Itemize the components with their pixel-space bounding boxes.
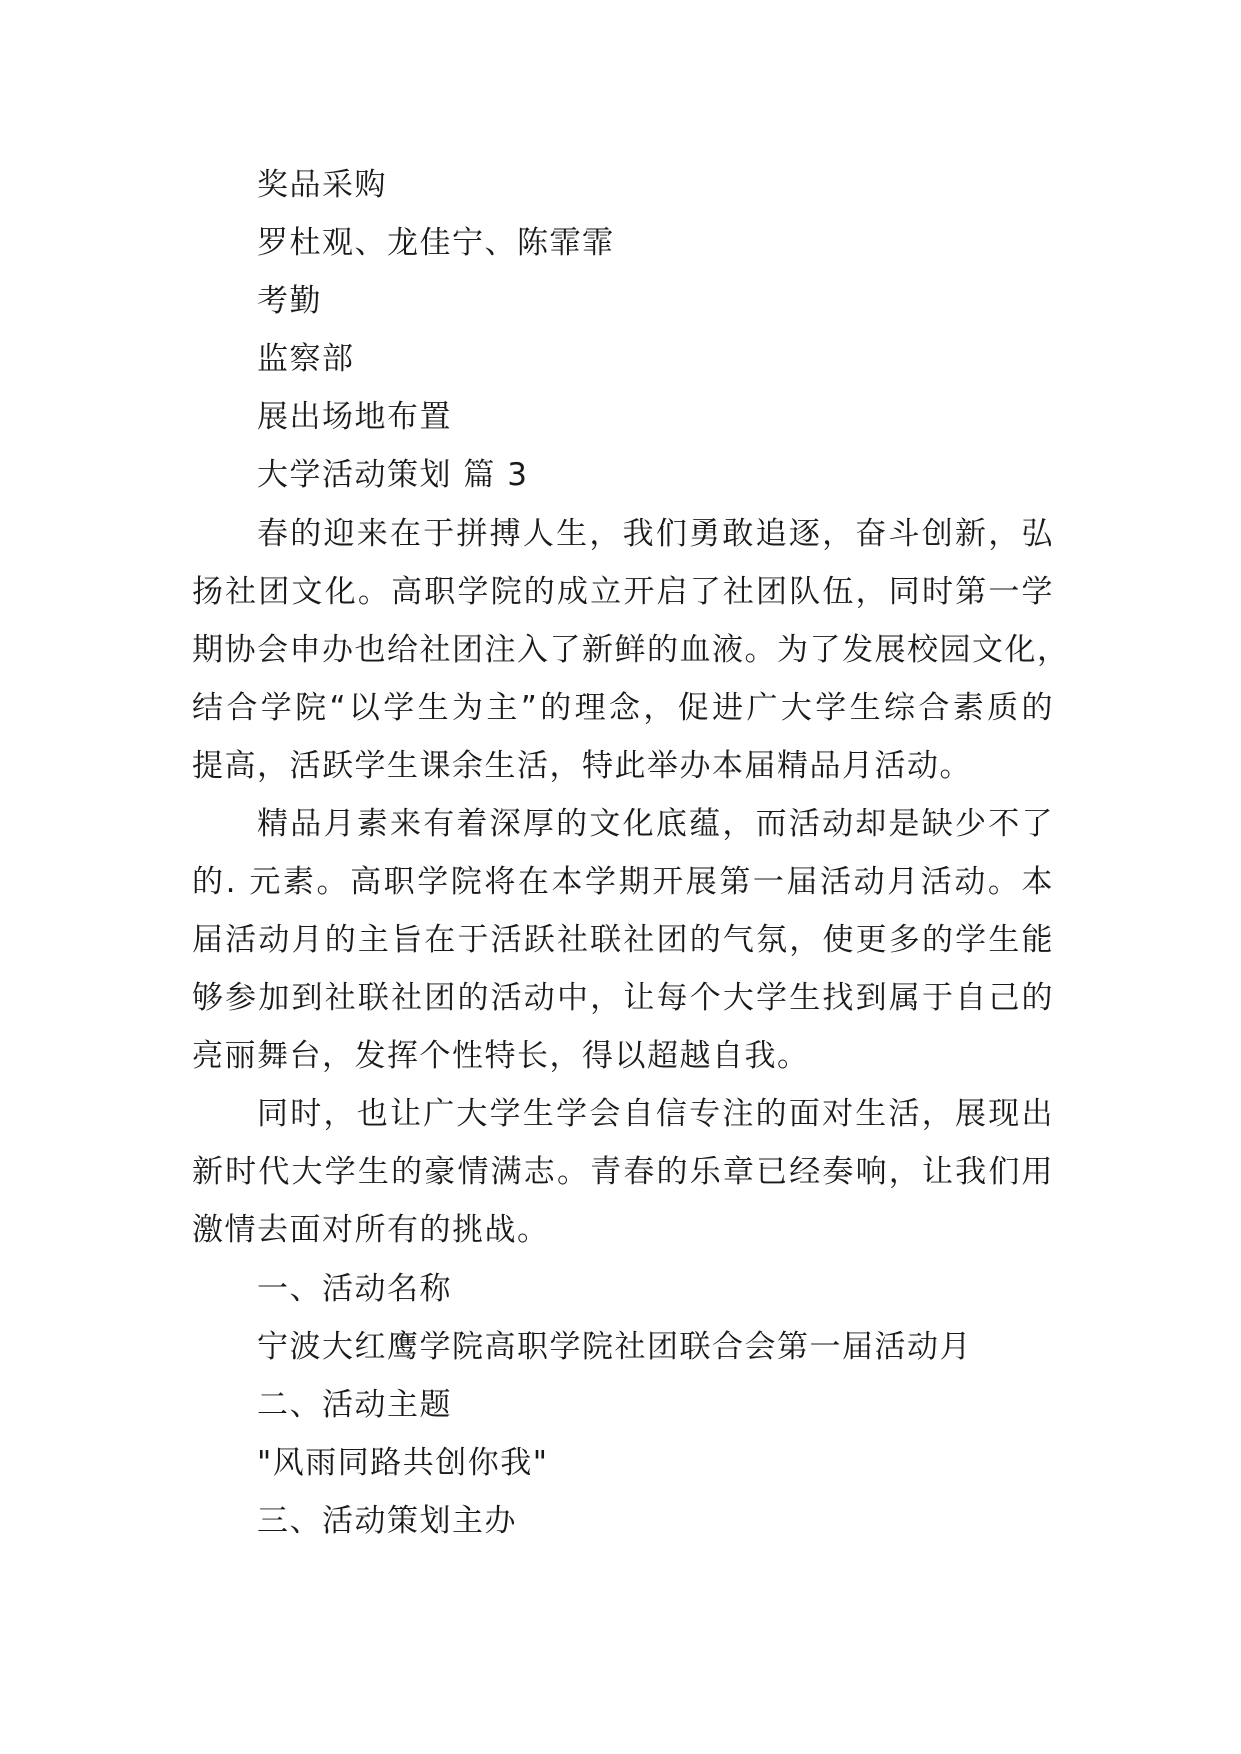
paragraph-1-line-4: 结合学院“以学生为主”的理念，促进广大学生综合素质的: [192, 690, 1054, 726]
paragraph-2-line-2: 的. 元素。高职学院将在本学期开展第一届活动月活动。本: [192, 864, 1054, 900]
item-prize-purchase: 奖品采购: [257, 167, 387, 203]
activity-name-value: 宁波大红鹰学院高职学院社团联合会第一届活动月: [257, 1329, 972, 1365]
paragraph-3-line-3: 激情去面对所有的挑战。: [192, 1212, 550, 1248]
item-supervision-dept: 监察部: [257, 341, 355, 377]
paragraph-2-line-1: 精品月素来有着深厚的文化底蕴，而活动却是缺少不了: [257, 806, 1054, 842]
paragraph-2-line-5: 亮丽舞台，发挥个性特长，得以超越自我。: [192, 1038, 810, 1074]
paragraph-3-line-2: 新时代大学生的豪情满志。青春的乐章已经奏响，让我们用: [192, 1154, 1054, 1190]
item-venue-setup: 展出场地布置: [257, 399, 452, 435]
item-attendance: 考勤: [257, 283, 322, 319]
paragraph-1-line-3: 期协会申办也给社团注入了新鲜的血液。为了发展校园文化，: [192, 632, 1070, 668]
paragraph-2-line-4: 够参加到社联社团的活动中，让每个大学生找到属于自己的: [192, 980, 1054, 1016]
paragraph-3-line-1: 同时，也让广大学生学会自信专注的面对生活，展现出: [257, 1096, 1054, 1132]
paragraph-2-line-3: 届活动月的主旨在于活跃社联社团的气氛，使更多的学生能: [192, 922, 1054, 958]
heading-activity-name: 一、活动名称: [257, 1271, 452, 1307]
paragraph-1-line-1: 春的迎来在于拼搏人生，我们勇敢追逐，奋斗创新，弘: [257, 516, 1054, 552]
paragraph-1-line-5: 提高，活跃学生课余生活，特此举办本届精品月活动。: [192, 748, 972, 784]
heading-activity-organizer: 三、活动策划主办: [257, 1503, 517, 1539]
item-names: 罗杜观、龙佳宁、陈霏霏: [257, 225, 615, 261]
paragraph-1-line-2: 扬社团文化。高职学院的成立开启了社团队伍，同时第一学: [192, 574, 1054, 610]
heading-activity-theme: 二、活动主题: [257, 1387, 452, 1423]
activity-theme-value: "风雨同路共创你我": [257, 1445, 549, 1481]
section-heading: 大学活动策划 篇 3: [257, 457, 529, 493]
